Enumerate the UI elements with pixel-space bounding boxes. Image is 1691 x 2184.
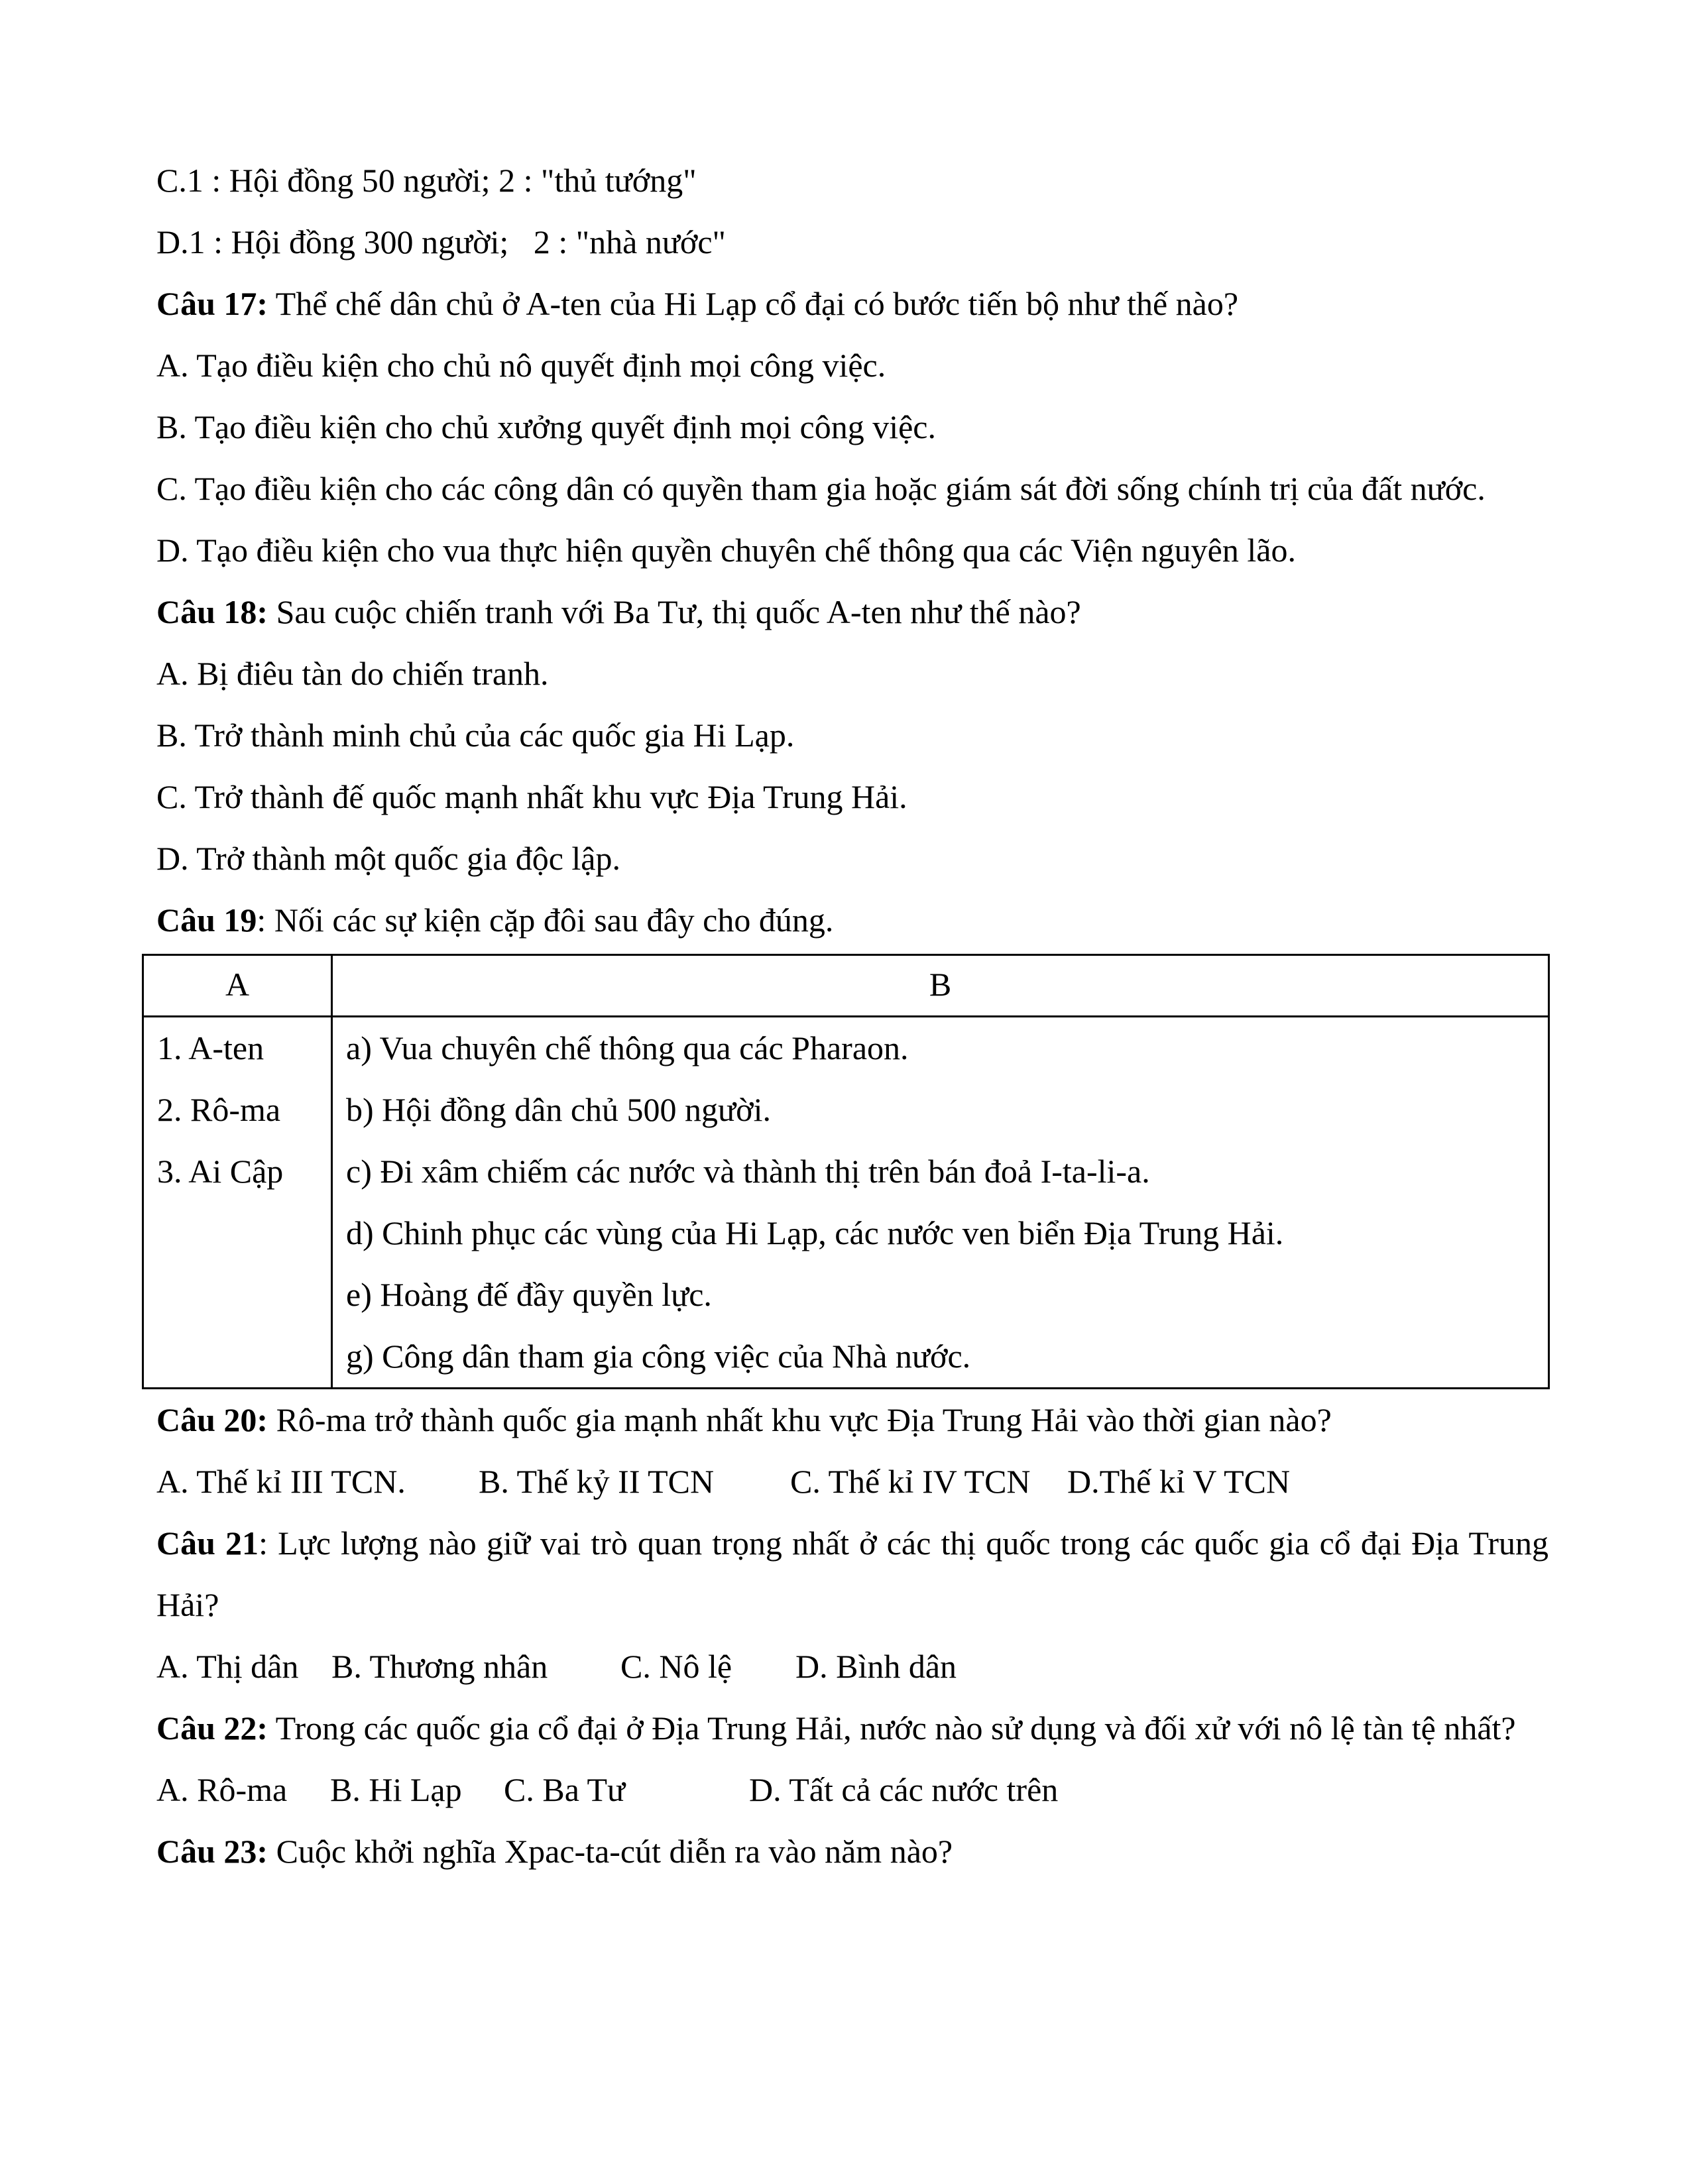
option-d: D. Tạo điều kiện cho vua thực hiện quyền chuyên chế thông qua các Viện nguyên lão. <box>156 532 1296 569</box>
question-22 <box>156 1697 1548 1759</box>
option-d: D. Trở thành một quốc gia độc lập. <box>156 840 620 877</box>
table-body-row <box>143 1017 1549 1389</box>
question-17 <box>156 273 1548 335</box>
table-cell: e) Hoàng đế đầy quyền lực. <box>346 1276 712 1313</box>
question-label: Câu 21 <box>156 1524 259 1562</box>
option-line: C.1 : Hội đồng 50 người; 2 : "thủ tướng" <box>156 162 697 199</box>
options-row <box>156 1759 1548 1821</box>
option-d: D. Tất cả các nước trên <box>749 1771 1059 1808</box>
table-cell: a) Vua chuyên chế thông qua các Pharaon. <box>346 1029 909 1066</box>
table-cell: g) Công dân tham gia công việc của Nhà nước. <box>346 1338 971 1375</box>
option-a: A. Thế kỉ III TCN. <box>156 1463 406 1500</box>
question-18 <box>156 581 1548 643</box>
question-text: Sau cuộc chiến tranh với Ba Tư, thị quốc A-ten như thế nào? <box>268 593 1081 630</box>
option-c: C. Thế kỉ IV TCN <box>790 1463 1031 1500</box>
table-header-a: A <box>143 955 332 1017</box>
options-row <box>156 1451 1548 1513</box>
question-label: Câu 23: <box>156 1833 268 1870</box>
table-header-b: B <box>332 955 1549 1017</box>
option-a: A. Tạo điều kiện cho chủ nô quyết định mọi công việc. <box>156 347 886 384</box>
option-b: B. Tạo điều kiện cho chủ xưởng quyết định mọi công việc. <box>156 408 937 445</box>
table-cell: b) Hội đồng dân chủ 500 người. <box>346 1091 771 1128</box>
question-label: Câu 20: <box>156 1401 268 1438</box>
option-d: D.Thế kỉ V TCN <box>1067 1463 1291 1500</box>
option-c: C. Trở thành đế quốc mạnh nhất khu vực Địa Trung Hải. <box>156 778 907 815</box>
question-text: Cuộc khởi nghĩa Xpac-ta-cút diễn ra vào năm nào? <box>268 1833 953 1870</box>
option-b: B. Hi Lạp <box>330 1771 462 1808</box>
option-c: C. Ba Tư <box>504 1771 626 1808</box>
table-cell: 2. Rô-ma <box>157 1091 281 1128</box>
option-c: C. Tạo điều kiện cho các công dân có quyền tham gia hoặc giám sát đời sống chính trị của đất nước. <box>156 470 1486 507</box>
option-b: B. Thương nhân <box>331 1648 548 1685</box>
question-text: : Nối các sự kiện cặp đôi sau đây cho đúng. <box>257 901 834 939</box>
options-row <box>156 1636 1548 1697</box>
table-cell: c) Đi xâm chiếm các nước và thành thị trên bán đoả I-ta-li-a. <box>346 1153 1150 1190</box>
question-text: Rô-ma trở thành quốc gia mạnh nhất khu vực Địa Trung Hải vào thời gian nào? <box>268 1401 1332 1438</box>
question-text: Trong các quốc gia cổ đại ở Địa Trung Hải, nước nào sử dụng và đối xử với nô lệ tàn tệ nhất? <box>268 1709 1516 1747</box>
option-c: C. Nô lệ <box>620 1648 732 1685</box>
table-col-b <box>332 1017 1549 1389</box>
question-text: : Lực lượng nào giữ vai trò quan trọng nhất ở các thị quốc trong các quốc gia cổ đại Địa Trung Hải? <box>156 1524 1548 1623</box>
table-cell: d) Chinh phục các vùng của Hi Lạp, các nước ven biển Địa Trung Hải. <box>346 1214 1284 1251</box>
document-page <box>156 150 1548 1882</box>
question-19 <box>156 890 1548 951</box>
question-text: Thể chế dân chủ ở A-ten của Hi Lạp cổ đại có bước tiến bộ như thế nào? <box>268 285 1239 322</box>
question-label: Câu 22: <box>156 1709 268 1747</box>
option-d: D. Bình dân <box>795 1648 957 1685</box>
question-21 <box>156 1513 1548 1636</box>
table-header-row <box>143 955 1549 1017</box>
matching-table <box>142 954 1550 1389</box>
question-20 <box>156 1389 1548 1451</box>
option-a: A. Bị điêu tàn do chiến tranh. <box>156 655 549 692</box>
option-a: A. Rô-ma <box>156 1771 288 1808</box>
option-b: B. Thế kỷ II TCN <box>479 1463 715 1500</box>
option-a: A. Thị dân <box>156 1648 299 1685</box>
option-b: B. Trở thành minh chủ của các quốc gia Hi Lạp. <box>156 717 795 754</box>
table-cell: 3. Ai Cập <box>157 1153 284 1190</box>
question-label: Câu 17: <box>156 285 268 322</box>
option-line: D.1 : Hội đồng 300 người; 2 : "nhà nước" <box>156 223 726 260</box>
question-23 <box>156 1821 1548 1882</box>
table-col-a <box>143 1017 332 1389</box>
question-label: Câu 19 <box>156 901 257 939</box>
question-label: Câu 18: <box>156 593 268 630</box>
table-cell: 1. A-ten <box>157 1029 264 1066</box>
